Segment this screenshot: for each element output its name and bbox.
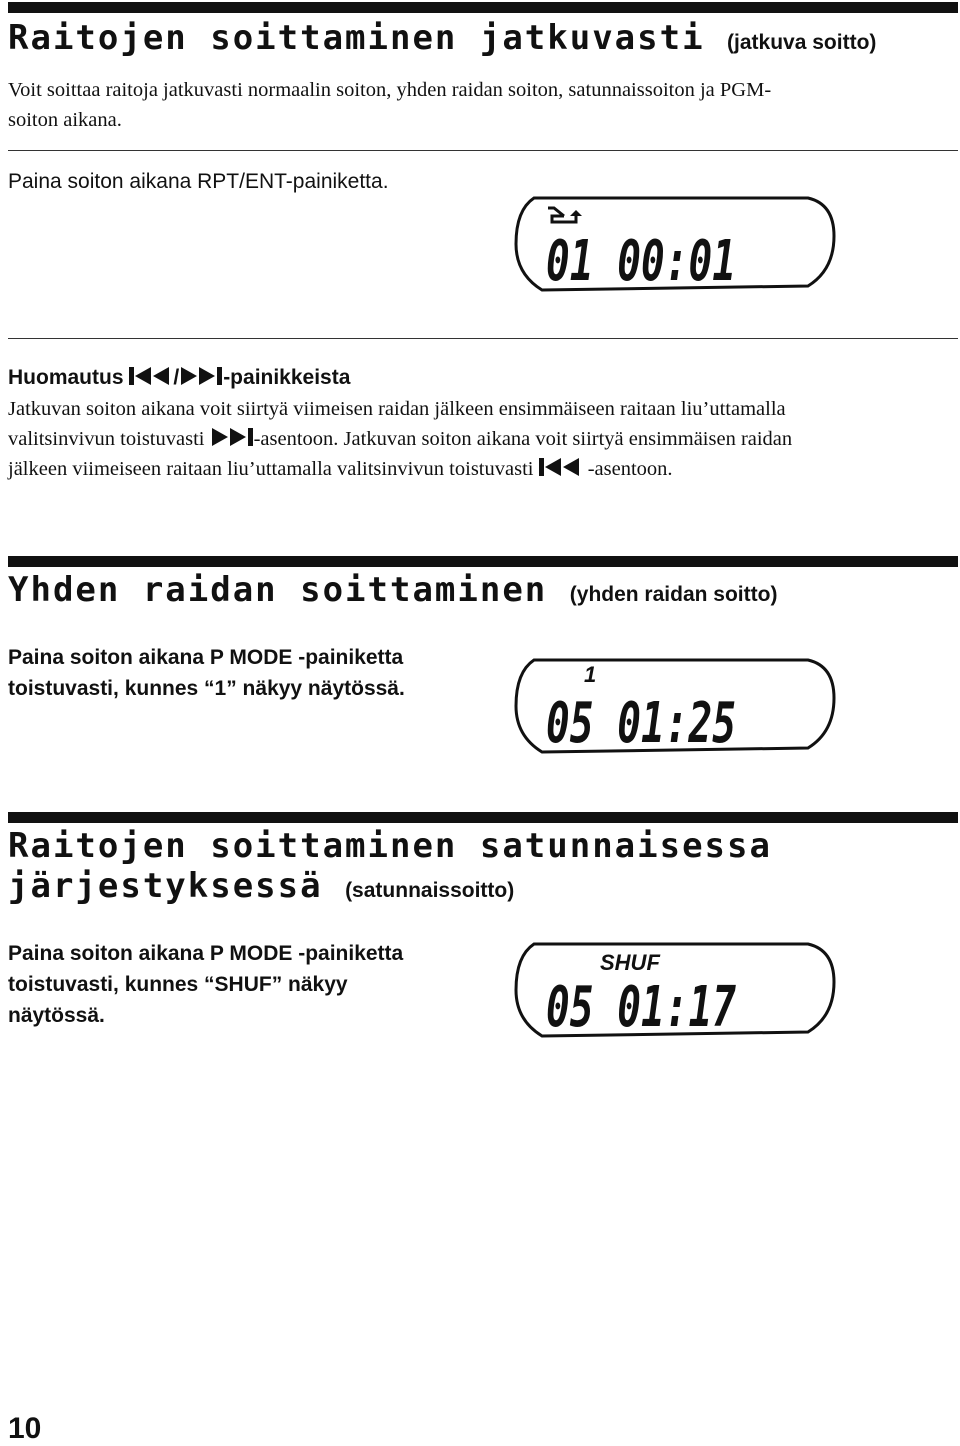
lcd-indicator: SHUF	[600, 950, 660, 975]
section3-title-line2: järjestyksessä	[8, 866, 323, 906]
lcd-display-shuffle	[512, 940, 838, 1040]
section3-instruction: Paina soiton aikana P MODE -painiketta toistuvasti, kunnes “SHUF” näkyy näytössä.	[8, 942, 404, 1027]
section1-heading	[8, 18, 876, 63]
divider-2	[8, 338, 958, 339]
divider-1	[8, 150, 958, 151]
section-rule-2	[8, 556, 958, 567]
previous-track-icon	[539, 457, 583, 477]
previous-track-icon	[129, 366, 173, 386]
lcd-digits: 05 01:25	[546, 691, 736, 756]
section1-subtitle: (jatkuva soitto)	[727, 31, 877, 54]
page-number: 10	[8, 1412, 42, 1445]
next-track-icon	[210, 427, 254, 447]
section-rule-1	[8, 2, 958, 13]
section2-title: Yhden raidan soittaminen	[8, 570, 548, 610]
section3-title-line1: Raitojen soittaminen satunnaisessa	[8, 826, 772, 866]
section1-title: Raitojen soittaminen jatkuvasti	[8, 18, 705, 58]
section1-instruction: Paina soiton aikana RPT/ENT-painiketta.	[8, 170, 389, 193]
next-track-icon	[179, 366, 223, 386]
section2-heading	[8, 570, 777, 615]
section-rule-3	[8, 812, 958, 823]
lcd-indicator: 1	[584, 662, 597, 687]
section2-subtitle: (yhden raidan soitto)	[569, 583, 778, 606]
lcd-display-single	[512, 656, 838, 756]
section3-subtitle: (satunnaissoitto)	[345, 879, 515, 902]
section2-instruction: Paina soiton aikana P MODE -painiketta toistuvasti, kunnes “1” näkyy näytössä.	[8, 646, 405, 700]
repeat-icon	[548, 208, 582, 222]
lcd-digits: 01 00:01	[546, 229, 736, 294]
section1-intro: Voit soittaa raitoja jatkuvasti normaalin soiton, yhden raidan soiton, satunnaissoiton ja PGM- soiton aikana.	[8, 79, 772, 131]
note-title: Huomautus / -painikkeista	[8, 366, 351, 389]
note-body: Jatkuvan soiton aikana voit siirtyä viimeisen raidan jälkeen ensimmäiseen raitaan liu’uttamalla valitsinvivun toistuvasti -asentoon. Jatkuvan soiton aikana voit siirtyä ensimmäisen raidan jälkeen viimeiseen raitaan liu’uttamalla valitsinvivun toistuvasti -asentoon.	[8, 398, 793, 480]
lcd-display-continuous	[512, 194, 838, 294]
lcd-digits: 05 01:17	[546, 975, 737, 1040]
section3-heading	[8, 826, 772, 911]
